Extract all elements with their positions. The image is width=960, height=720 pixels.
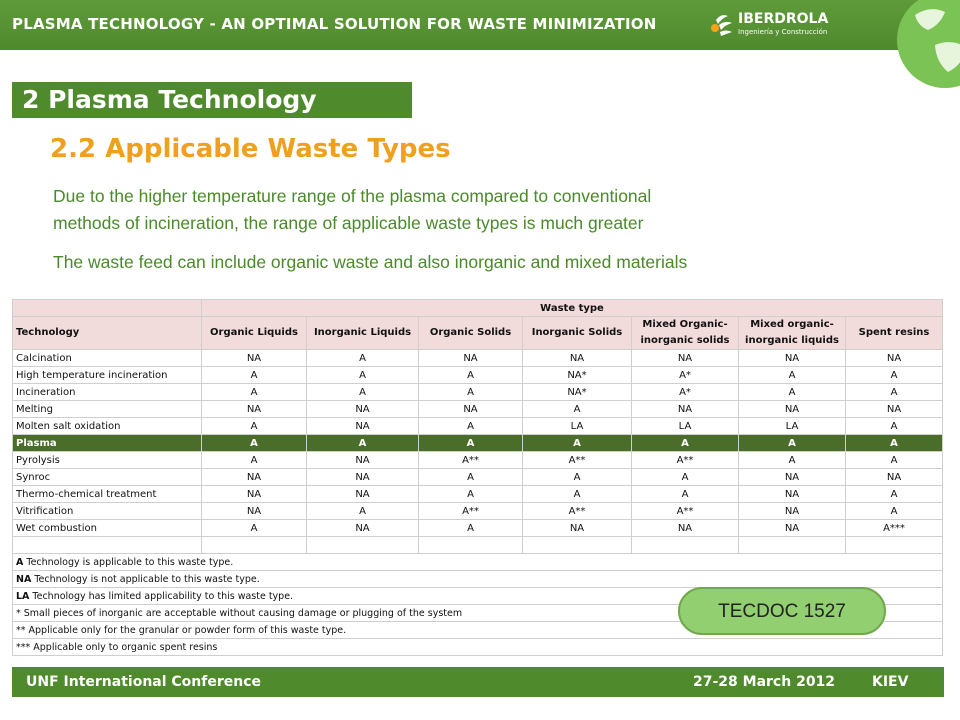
applicability-cell: A	[202, 452, 307, 469]
legend-text: * Small pieces of inorganic are acceptable without causing damage or plugging of the system	[16, 607, 463, 619]
applicability-cell: NA*	[523, 384, 632, 401]
column-header	[739, 317, 846, 350]
conference-city: KIEV	[872, 674, 909, 690]
applicability-cell: A	[202, 435, 307, 452]
applicability-cell: A	[202, 418, 307, 435]
legend-row	[13, 639, 943, 656]
column-header-line: Organic Solids	[429, 327, 512, 338]
applicability-cell: NA	[202, 350, 307, 367]
technology-name-cell: Synroc	[13, 469, 202, 486]
applicability-cell: NA	[739, 486, 846, 503]
applicability-cell: NA	[202, 503, 307, 520]
legend-text: ** Applicable only for the granular or powder form of this waste type.	[16, 624, 347, 636]
technology-name-cell: High temperature incineration	[13, 367, 202, 384]
top-banner	[0, 0, 960, 50]
applicability-cell: A	[202, 520, 307, 537]
applicability-cell: A	[846, 418, 943, 435]
applicability-cell: NA	[632, 401, 739, 418]
applicability-cell: NA	[632, 520, 739, 537]
applicability-cell: NA	[632, 350, 739, 367]
applicability-cell: A	[419, 435, 523, 452]
applicability-cell: A	[307, 384, 419, 401]
applicability-cell: NA	[846, 469, 943, 486]
table-row	[13, 520, 943, 537]
logo-subtitle: Ingeniería y Construcción	[738, 28, 828, 36]
column-header-line: Spent resins	[858, 327, 930, 338]
empty-cell	[632, 537, 739, 554]
tecdoc-badge	[678, 587, 886, 635]
applicability-cell: A**	[419, 503, 523, 520]
empty-cell	[846, 537, 943, 554]
waste-type-header: Waste type	[202, 300, 943, 317]
technology-name-cell: Vitrification	[13, 503, 202, 520]
empty-cell	[523, 537, 632, 554]
applicability-cell: A	[307, 503, 419, 520]
applicability-cell: A	[202, 367, 307, 384]
table-row	[13, 418, 943, 435]
applicability-cell: A	[846, 384, 943, 401]
column-header	[846, 317, 943, 350]
applicability-cell: NA	[739, 469, 846, 486]
applicability-cell: A***	[846, 520, 943, 537]
table-row	[13, 469, 943, 486]
intro-paragraph	[53, 183, 651, 237]
technology-name-cell: Melting	[13, 401, 202, 418]
column-header-line: Mixed organic-	[750, 319, 834, 330]
empty-cell	[739, 537, 846, 554]
legend-row	[13, 554, 943, 571]
table-row	[13, 486, 943, 503]
applicability-cell: A	[739, 435, 846, 452]
legend-text: *** Applicable only to organic spent resins	[16, 641, 218, 653]
applicability-cell: A	[523, 469, 632, 486]
technology-name-cell: Wet combustion	[13, 520, 202, 537]
applicability-cell: A	[632, 469, 739, 486]
applicability-cell: A**	[523, 503, 632, 520]
applicability-cell: NA	[307, 401, 419, 418]
spacer-row	[13, 537, 943, 554]
intro-line-2: methods of incineration, the range of applicable waste types is much greater	[53, 213, 644, 233]
applicability-cell: A	[739, 452, 846, 469]
technology-name-cell: Plasma	[13, 435, 202, 452]
header-blank-cell	[13, 300, 202, 317]
section-title: 2 Plasma Technology	[22, 85, 317, 114]
applicability-cell: A	[739, 367, 846, 384]
applicability-cell: A**	[632, 452, 739, 469]
column-header-line: inorganic solids	[640, 335, 730, 346]
technology-name-cell: Pyrolysis	[13, 452, 202, 469]
applicability-cell: A	[419, 469, 523, 486]
column-header-line: Mixed Organic-	[642, 319, 728, 330]
applicability-cell: NA	[739, 520, 846, 537]
applicability-cell: A**	[523, 452, 632, 469]
globe-icon	[890, 0, 960, 90]
applicability-cell: A	[307, 435, 419, 452]
applicability-cell: NA	[846, 401, 943, 418]
technology-name-cell: Molten salt oxidation	[13, 418, 202, 435]
table-row	[13, 384, 943, 401]
applicability-cell: LA	[739, 418, 846, 435]
applicability-cell: NA	[307, 418, 419, 435]
applicability-cell: A	[523, 401, 632, 418]
table-row	[13, 503, 943, 520]
applicability-cell: A*	[632, 384, 739, 401]
applicability-cell: A	[419, 367, 523, 384]
applicability-cell: NA	[202, 401, 307, 418]
column-header	[202, 317, 307, 350]
legend-note	[13, 639, 943, 656]
applicability-cell: A*	[632, 367, 739, 384]
conference-date: 27-28 March 2012	[693, 674, 836, 690]
table-row	[13, 350, 943, 367]
applicability-cell: A	[419, 384, 523, 401]
iberdrola-leaf-icon	[708, 12, 734, 38]
applicability-cell: NA*	[523, 367, 632, 384]
column-header-line: Inorganic Liquids	[313, 327, 412, 338]
subheading: 2.2 Applicable Waste Types	[50, 134, 451, 164]
applicability-cell: A**	[632, 503, 739, 520]
legend-text: Technology is applicable to this waste type.	[23, 556, 234, 568]
column-header	[523, 317, 632, 350]
applicability-cell: A	[307, 350, 419, 367]
presentation-title: PLASMA TECHNOLOGY - AN OPTIMAL SOLUTION FOR WASTE MINIMIZATION	[12, 15, 657, 33]
applicability-cell: NA	[307, 452, 419, 469]
column-header	[632, 317, 739, 350]
empty-cell	[419, 537, 523, 554]
footer-bar	[12, 667, 944, 697]
applicability-cell: NA	[307, 520, 419, 537]
applicability-cell: NA	[202, 486, 307, 503]
applicability-cell: A	[523, 486, 632, 503]
applicability-cell: A	[632, 486, 739, 503]
legend-key: LA	[16, 590, 30, 602]
applicability-cell: A	[739, 384, 846, 401]
applicability-cell: A	[846, 435, 943, 452]
applicability-cell: A	[846, 486, 943, 503]
applicability-cell: NA	[202, 469, 307, 486]
table-row	[13, 452, 943, 469]
applicability-cell: A	[523, 435, 632, 452]
section-title-bar	[12, 82, 412, 118]
technology-name-cell: Calcination	[13, 350, 202, 367]
column-header-line: Organic Liquids	[210, 327, 298, 338]
table-row	[13, 401, 943, 418]
applicability-cell: A	[846, 452, 943, 469]
applicability-cell: A	[202, 384, 307, 401]
applicability-cell: NA	[739, 401, 846, 418]
column-header	[307, 317, 419, 350]
tecdoc-label: TECDOC 1527	[718, 601, 846, 622]
legend-text: Technology has limited applicability to this waste type.	[29, 590, 294, 602]
legend-key: NA	[16, 573, 32, 585]
feed-paragraph: The waste feed can include organic waste and also inorganic and mixed materials	[53, 252, 688, 272]
applicability-cell: A	[846, 503, 943, 520]
column-header	[419, 317, 523, 350]
applicability-cell: NA	[739, 503, 846, 520]
legend-row	[13, 571, 943, 588]
logo-name: IBERDROLA	[738, 11, 829, 27]
applicability-cell: A	[419, 486, 523, 503]
applicability-cell: A	[307, 367, 419, 384]
column-header-line: Inorganic Solids	[531, 327, 623, 338]
applicability-cell: LA	[632, 418, 739, 435]
technology-header: Technology	[13, 317, 202, 350]
applicability-cell: NA	[307, 469, 419, 486]
empty-cell	[202, 537, 307, 554]
empty-cell	[13, 537, 202, 554]
intro-line-1: Due to the higher temperature range of the plasma compared to conventional	[53, 186, 652, 206]
applicability-cell: A	[419, 418, 523, 435]
empty-cell	[307, 537, 419, 554]
table-row	[13, 435, 943, 452]
legend-text: Technology is not applicable to this waste type.	[31, 573, 260, 585]
applicability-cell: A	[846, 367, 943, 384]
applicability-cell: LA	[523, 418, 632, 435]
applicability-cell: NA	[846, 350, 943, 367]
technology-name-cell: Thermo-chemical treatment	[13, 486, 202, 503]
column-header-line: inorganic liquids	[745, 335, 839, 346]
applicability-cell: NA	[739, 350, 846, 367]
legend-note	[13, 571, 943, 588]
technology-name-cell: Incineration	[13, 384, 202, 401]
applicability-cell: NA	[523, 520, 632, 537]
applicability-cell: A	[419, 520, 523, 537]
applicability-cell: NA	[307, 486, 419, 503]
applicability-cell: A**	[419, 452, 523, 469]
applicability-cell: NA	[419, 401, 523, 418]
applicability-cell: NA	[523, 350, 632, 367]
table-row	[13, 367, 943, 384]
applicability-cell: A	[632, 435, 739, 452]
conference-name: UNF International Conference	[26, 674, 262, 690]
legend-note	[13, 554, 943, 571]
legend-key: A	[16, 556, 24, 568]
applicability-cell: NA	[419, 350, 523, 367]
